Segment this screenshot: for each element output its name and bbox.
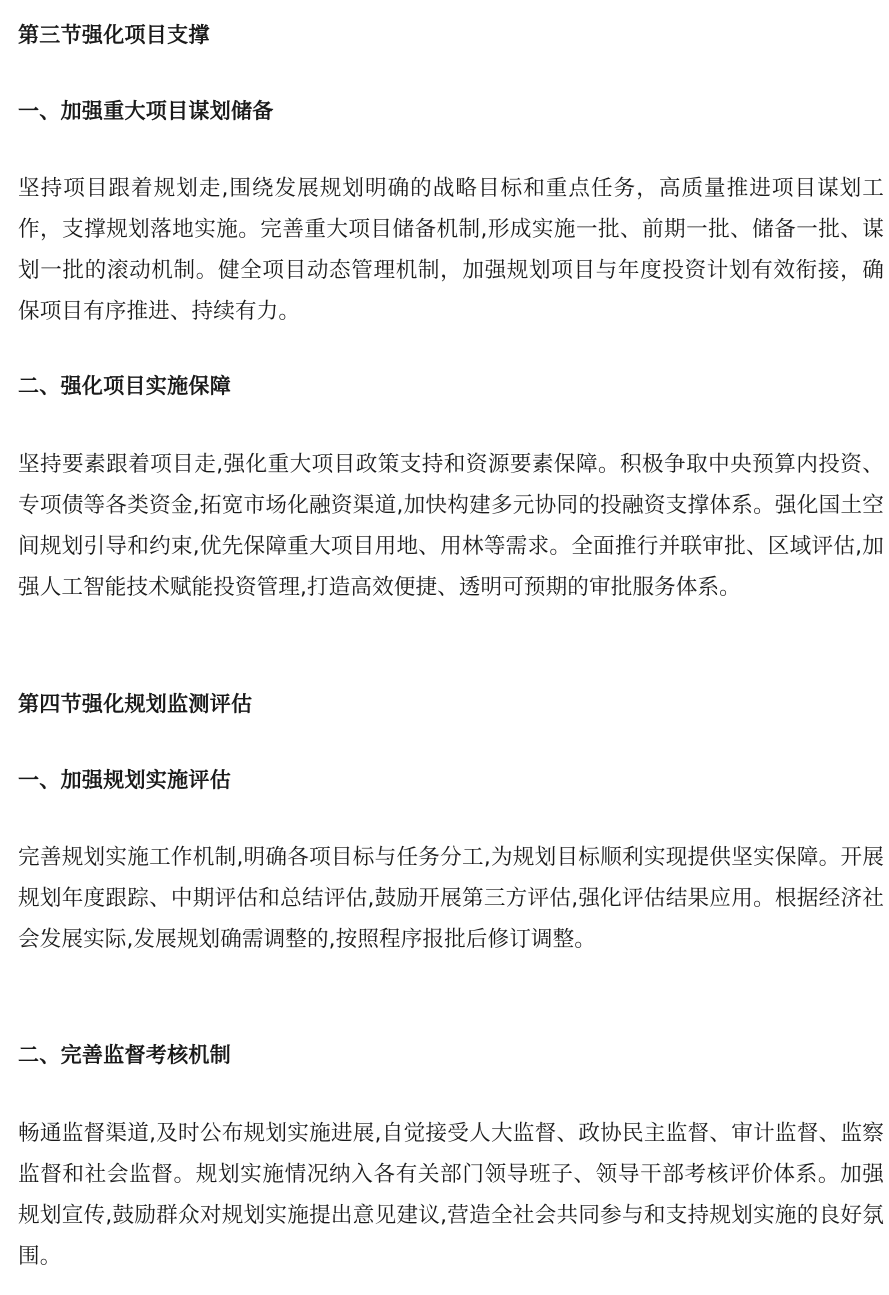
subsection-heading: 一、加强规划实施评估 [18, 768, 231, 792]
body-paragraph: 畅通监督渠道,及时公布规划实施进展,自觉接受人大监督、政协民主监督、审计监督、监察监督和社会监督。规划实施情况纳入各有关部门领导班子、领导干部考核评价体系。加强规划宣传,鼓励群众对规划实施提出意见建议,营造全社会共同参与和支持规划实施的良好氛围。 [18, 1121, 884, 1269]
body-paragraph: 坚持项目跟着规划走,围绕发展规划明确的战略目标和重点任务，高质量推进项目谋划工作，支撑规划落地实施。完善重大项目储备机制,形成实施一批、前期一批、储备一批、谋划一批的滚动机制。健全项目动态管理机制，加强规划项目与年度投资计划有效衔接，确保项目有序推进、持续有力。 [18, 176, 884, 324]
subsection-heading: 二、完善监督考核机制 [18, 1043, 231, 1067]
section-title: 第三节强化项目支撑 [18, 23, 210, 47]
body-paragraph: 坚持要素跟着项目走,强化重大项目政策支持和资源要素保障。积极争取中央预算内投资、专项债等各类资金,拓宽市场化融资渠道,加快构建多元协同的投融资支撑体系。强化国土空间规划引导和约束,优先保障重大项目用地、用林等需求。全面推行并联审批、区域评估,加强人工智能技术赋能投资管理,打造高效便捷、透明可预期的审批服务体系。 [18, 452, 884, 600]
body-paragraph: 完善规划实施工作机制,明确各项目标与任务分工,为规划目标顺利实现提供坚实保障。开展规划年度跟踪、中期评估和总结评估,鼓励开展第三方评估,强化评估结果应用。根据经济社会发展实际,发展规划确需调整的,按照程序报批后修订调整。 [18, 845, 884, 952]
section-title: 第四节强化规划监测评估 [18, 692, 253, 716]
subsection-heading: 一、加强重大项目谋划储备 [18, 99, 274, 123]
subsection-heading: 二、强化项目实施保障 [18, 374, 231, 398]
